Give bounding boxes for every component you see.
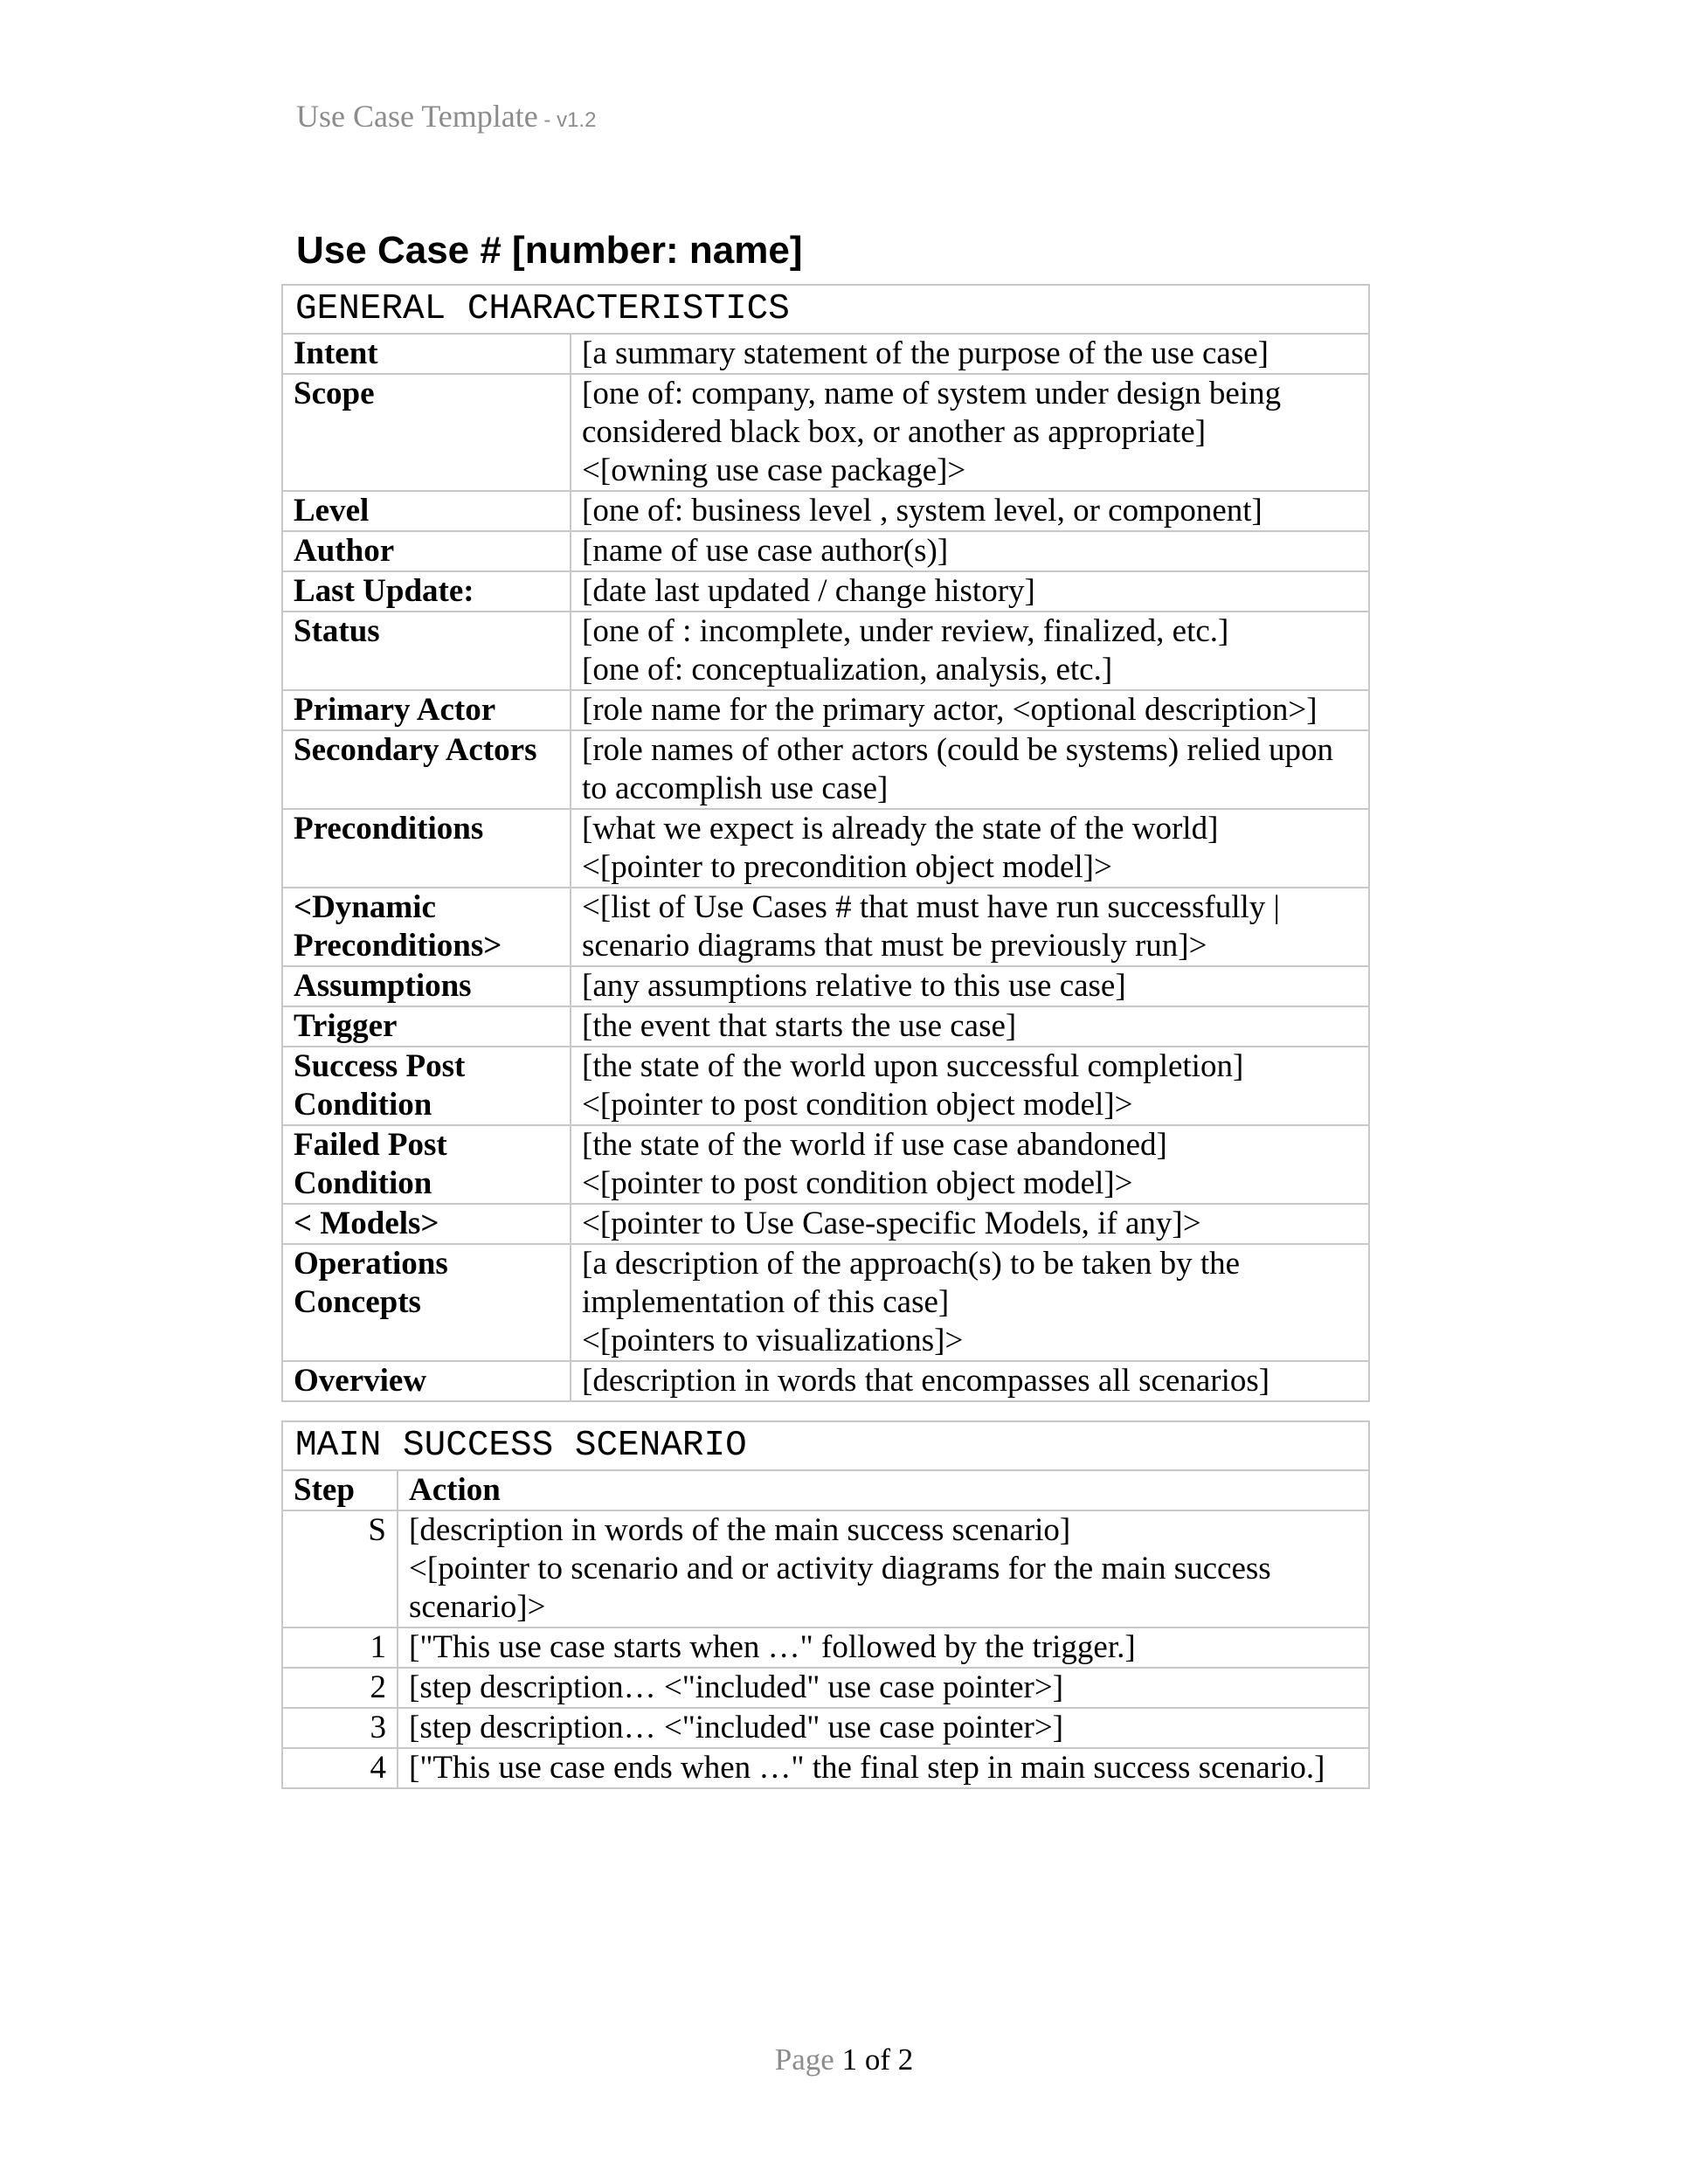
- step-column-header: Step: [282, 1470, 398, 1510]
- field-value-line: <[owning use case package]>: [582, 453, 966, 488]
- general-row: [282, 1047, 1369, 1125]
- main-success-scenario-table: [281, 1420, 1370, 1789]
- footer-page-word: Page: [774, 2042, 834, 2077]
- general-row: [282, 1204, 1369, 1244]
- step-action-line: [step description… <"included" use case pointer>]: [409, 1669, 1064, 1705]
- field-value-line: considered black box, or another as appropriate]: [582, 414, 1207, 450]
- field-value-line: [any assumptions relative to this use case]: [582, 968, 1126, 1004]
- field-value: [571, 1125, 1369, 1204]
- step-action-line: [description in words of the main success scenario]: [409, 1512, 1071, 1548]
- general-row: [282, 730, 1369, 809]
- general-row: [282, 888, 1369, 966]
- field-value-line: [role name for the primary actor, <optional description>]: [582, 692, 1318, 728]
- field-value: [571, 1204, 1369, 1244]
- header-version: - v1.2: [537, 108, 597, 132]
- field-value-line: <[pointer to post condition object model]>: [582, 1087, 1133, 1123]
- field-value: [571, 334, 1369, 374]
- field-value-line: implementation of this case]: [582, 1284, 950, 1320]
- step-number: 4: [282, 1748, 398, 1788]
- field-value: [571, 809, 1369, 888]
- step-action: [398, 1628, 1369, 1668]
- general-row: [282, 374, 1369, 491]
- field-label: Primary Actor: [282, 690, 571, 730]
- general-row: [282, 1125, 1369, 1204]
- field-value: [571, 374, 1369, 491]
- step-number: 3: [282, 1708, 398, 1748]
- field-label: Overview: [282, 1361, 571, 1401]
- field-value-line: <[pointers to visualizations]>: [582, 1323, 964, 1358]
- header-title: Use Case Template: [296, 99, 538, 134]
- field-value: [571, 612, 1369, 690]
- field-label: Secondary Actors: [282, 730, 571, 809]
- field-value-line: [a description of the approach(s) to be taken by the: [582, 1246, 1241, 1282]
- scenario-step-row: [282, 1510, 1369, 1628]
- field-label: Last Update:: [282, 571, 571, 612]
- step-action: [398, 1708, 1369, 1748]
- step-number: 2: [282, 1668, 398, 1708]
- main-success-scenario-heading: MAIN SUCCESS SCENARIO: [282, 1421, 1369, 1470]
- step-action-line: [step description… <"included" use case pointer>]: [409, 1710, 1064, 1745]
- general-row: [282, 491, 1369, 531]
- field-value: [571, 690, 1369, 730]
- general-row: [282, 531, 1369, 571]
- general-row: [282, 690, 1369, 730]
- field-value: [571, 1006, 1369, 1047]
- field-value-line: <[pointer to post condition object model]>: [582, 1165, 1133, 1201]
- general-row: [282, 966, 1369, 1006]
- field-value: [571, 730, 1369, 809]
- field-label: Operations Concepts: [282, 1244, 571, 1361]
- step-action-line: scenario]>: [409, 1589, 546, 1625]
- step-action: [398, 1748, 1369, 1788]
- field-label: Trigger: [282, 1006, 571, 1047]
- field-value-line: [what we expect is already the state of the world]: [582, 811, 1219, 847]
- field-label: Intent: [282, 334, 571, 374]
- field-value-line: <[pointer to Use Case-specific Models, if any]>: [582, 1206, 1201, 1241]
- field-value-line: [one of: conceptualization, analysis, etc.]: [582, 652, 1113, 688]
- page-footer: [0, 2042, 1688, 2077]
- general-characteristics-heading: GENERAL CHARACTERISTICS: [282, 285, 1369, 334]
- field-value: [571, 966, 1369, 1006]
- field-label: Preconditions: [282, 809, 571, 888]
- field-value-line: [the event that starts the use case]: [582, 1008, 1017, 1044]
- general-characteristics-table: [281, 284, 1370, 1402]
- field-label: Author: [282, 531, 571, 571]
- field-value-line: [one of: company, name of system under design being: [582, 376, 1282, 411]
- field-label: < Models>: [282, 1204, 571, 1244]
- field-value-line: [one of: business level , system level, or component]: [582, 493, 1263, 529]
- field-label: <Dynamic Preconditions>: [282, 888, 571, 966]
- scenario-step-row: [282, 1708, 1369, 1748]
- field-label: Scope: [282, 374, 571, 491]
- general-row: [282, 1361, 1369, 1401]
- field-value-line: scenario diagrams that must be previously run]>: [582, 928, 1207, 964]
- field-value: [571, 888, 1369, 966]
- general-row: [282, 571, 1369, 612]
- field-label: Failed Post Condition: [282, 1125, 571, 1204]
- field-value-line: [a summary statement of the purpose of the use case]: [582, 335, 1269, 371]
- field-value-line: <[list of Use Cases # that must have run successfully |: [582, 889, 1280, 925]
- general-row: [282, 334, 1369, 374]
- field-value-line: [one of : incomplete, under review, finalized, etc.]: [582, 613, 1229, 649]
- field-value-line: [the state of the world upon successful completion]: [582, 1048, 1244, 1084]
- page-header: [296, 98, 596, 135]
- field-value: [571, 1244, 1369, 1361]
- step-action: [398, 1668, 1369, 1708]
- scenario-step-row: [282, 1668, 1369, 1708]
- field-value: [571, 1047, 1369, 1125]
- footer-page-number: 1 of 2: [841, 2042, 914, 2077]
- field-label: Success Post Condition: [282, 1047, 571, 1125]
- field-label: Level: [282, 491, 571, 531]
- field-value: [571, 1361, 1369, 1401]
- step-action: [398, 1510, 1369, 1628]
- general-row: [282, 1006, 1369, 1047]
- step-action-line: ["This use case starts when …" followed by the trigger.]: [409, 1629, 1136, 1665]
- action-column-header: Action: [398, 1470, 1369, 1510]
- field-value-line: [name of use case author(s)]: [582, 533, 949, 569]
- use-case-title: Use Case # [number: name]: [296, 229, 803, 272]
- scenario-step-row: [282, 1748, 1369, 1788]
- field-value-line: [date last updated / change history]: [582, 573, 1035, 609]
- field-label: Status: [282, 612, 571, 690]
- field-value-line: [the state of the world if use case abandoned]: [582, 1127, 1167, 1163]
- step-action-line: ["This use case ends when …" the final step in main success scenario.]: [409, 1750, 1325, 1786]
- general-row: [282, 809, 1369, 888]
- field-value-line: [role names of other actors (could be systems) relied upon: [582, 732, 1333, 768]
- field-value: [571, 531, 1369, 571]
- field-value-line: to accomplish use case]: [582, 771, 889, 806]
- step-number: S: [282, 1510, 398, 1628]
- step-number: 1: [282, 1628, 398, 1668]
- scenario-step-row: [282, 1628, 1369, 1668]
- general-row: [282, 612, 1369, 690]
- general-row: [282, 1244, 1369, 1361]
- step-action-line: <[pointer to scenario and or activity diagrams for the main success: [409, 1551, 1271, 1586]
- field-value: [571, 571, 1369, 612]
- field-label: Assumptions: [282, 966, 571, 1006]
- field-value: [571, 491, 1369, 531]
- field-value-line: <[pointer to precondition object model]>: [582, 849, 1112, 885]
- field-value-line: [description in words that encompasses all scenarios]: [582, 1363, 1270, 1399]
